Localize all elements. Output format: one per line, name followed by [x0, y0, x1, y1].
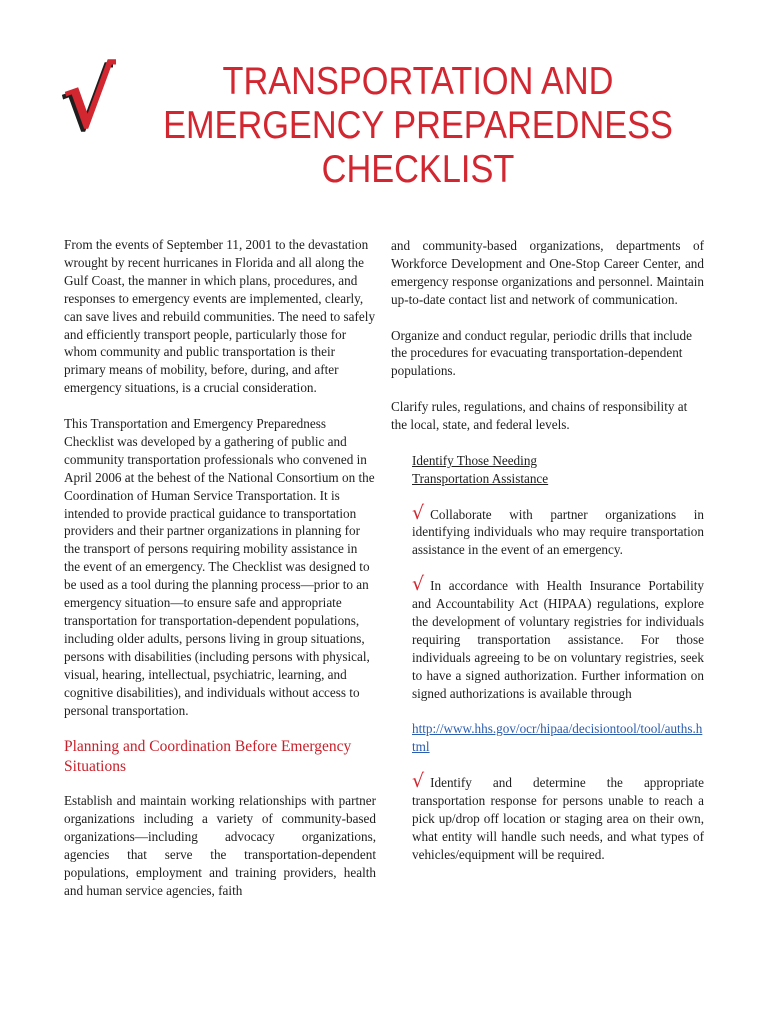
drills-paragraph: Organize and conduct regular, periodic drills that include the procedures for evacuating transportation-dependent populations.	[391, 327, 692, 379]
subheading-line-1: Identify Those Needing	[412, 452, 538, 468]
subheading-line-2: Transportation Assistance	[412, 470, 549, 486]
left-column	[64, 236, 376, 900]
checklist-item-text: Identify and determine the appropriate transportation response for persons unable to reach a pick up/drop off location or staging area on their own, what entity will handle such needs, and what types of vehicles/equipment will be required.	[412, 775, 704, 862]
title-line-2: EMERGENCY PREPAREDNESS	[163, 104, 673, 147]
hhs-authorization-link[interactable]: http://www.hhs.gov/ocr/hipaa/decisiontool/tool/auths.html	[412, 721, 703, 755]
document-header	[0, 0, 768, 230]
checkmark-icon: √	[412, 501, 425, 524]
checkmark-icon: √	[62, 51, 116, 147]
checklist-item-text: In accordance with Health Insurance Portability and Accountability Act (HIPAA) regulations, explore the development of voluntary registries for individuals requiring transportation assistance. For those individuals agreeing to be on voluntary registries, seek to have a signed authorization. Further information on signed authorizations is available through	[412, 578, 704, 701]
title-line-3: CHECKLIST	[321, 148, 515, 191]
subheading-identify-those-needing	[412, 452, 704, 488]
checklist-item-collaborate	[412, 501, 704, 560]
intro-paragraph: From the events of September 11, 2001 to the devastation wrought by recent hurricanes in Florida and all along the Gulf Coast, the manner in which plans, procedures, and responses to emergency events are implemented, clearly, can save lives and rebuild communities. The need to safely and efficiently transport people, particularly those for whom community and public transportation is their primary means of mobility, before, during, and after emergency situations, is a crucial consideration.	[64, 237, 376, 396]
title-line-1: TRANSPORTATION AND	[222, 60, 614, 103]
checklist-description-paragraph: This Transportation and Emergency Preparedness Checklist was developed by a gathering of public and community transportation professionals who convened in April 2006 at the behest of the National Consortium on the Coordination of Human Service Transportation. It is intended to provide practical guidance to transportation providers and their partner organizations in planning for the transport of persons requiring mobility assistance in the event of an emergency. The Checklist was designed to be used as a tool during the planning process—prior to an emergency situation—to ensure safe and appropriate transportation for transportation-dependent populations, including older adults, persons living in group situations, persons with disabilities (including persons with physical, visual, hearing, intellectual, psychiatric, learning, and cognitive disabilities), and individuals without access to personal transportation.	[64, 416, 375, 718]
checkmark-icon: √	[412, 770, 425, 793]
checklist-item-text: Collaborate with partner organizations in identifying individuals who may require transportation assistance in the event of an emergency.	[412, 506, 704, 558]
checklist-item-hipaa	[412, 573, 704, 702]
establish-relationships-paragraph: Establish and maintain working relationships with partner organizations including a variety of community-based organizations—including advocacy organizations, agencies that serve the transportation-dependent populations, employment and training providers, health and human service agencies, faith	[64, 793, 376, 898]
checklist-item-identify-response	[412, 770, 704, 864]
rules-paragraph: Clarify rules, regulations, and chains of responsibility at the local, state, and federal levels.	[391, 399, 688, 433]
right-column	[391, 237, 704, 882]
section-heading: Planning and Coordination Before Emergency Situations	[64, 738, 352, 775]
checkmark-icon: √	[412, 573, 425, 596]
continuation-paragraph: and community-based organizations, departments of Workforce Development and One-Stop Career Center, and emergency response organizations and personnel. Maintain up-to-date contact list and network of communication.	[391, 238, 704, 307]
page-title	[154, 60, 682, 192]
